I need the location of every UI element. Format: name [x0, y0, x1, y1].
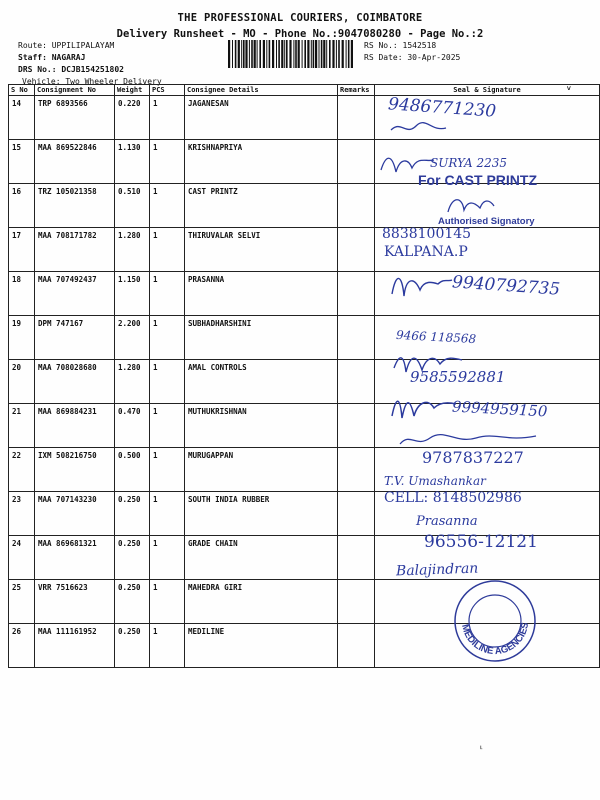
cell-remarks — [338, 184, 375, 228]
col-pcs-header: PCS — [150, 85, 185, 96]
cell-remarks — [338, 536, 375, 580]
document-subtitle: Delivery Runsheet - MO - Phone No.:9047080280 - Page No.:2 — [116, 28, 484, 40]
table-row — [9, 316, 600, 360]
handwriting-r18a: KALPANA.P — [384, 244, 468, 260]
cell-consignee: THIRUVALAR SELVI — [185, 228, 338, 272]
cell-consignee: KRISHNAPRIYA — [185, 140, 338, 184]
cell-remarks — [338, 624, 375, 668]
cell-pcs: 1 — [150, 96, 185, 140]
document-title: THE PROFESSIONAL COURIERS, COIMBATORE — [177, 12, 423, 24]
handwriting-r23b: CELL: 8148502986 — [384, 490, 522, 506]
cell-remarks — [338, 580, 375, 624]
cell-pcs: 1 — [150, 536, 185, 580]
cell-sno: 19 — [9, 316, 35, 360]
cell-pcs: 1 — [150, 316, 185, 360]
cell-consignee: JAGANESAN — [185, 96, 338, 140]
cell-consignee: MURUGAPPAN — [185, 448, 338, 492]
cell-sno: 25 — [9, 580, 35, 624]
cell-remarks — [338, 316, 375, 360]
cell-sno: 22 — [9, 448, 35, 492]
cell-remarks — [338, 492, 375, 536]
cell-weight: 0.470 — [115, 404, 150, 448]
handwriting-r21: 9994959150 — [451, 397, 548, 421]
cell-pcs: 1 — [150, 184, 185, 228]
handwriting-r19: 9466 118568 — [395, 327, 477, 347]
cell-consignee: GRADE CHAIN — [185, 536, 338, 580]
cell-weight: 1.150 — [115, 272, 150, 316]
cell-consignment-no: MAA 869884231 — [35, 404, 115, 448]
vehicle-label: Vehicle: Two Wheeler Delivery — [22, 77, 162, 86]
cell-remarks — [338, 448, 375, 492]
signature-scribble-r14 — [386, 118, 456, 138]
cell-consignee: CAST PRINTZ — [185, 184, 338, 228]
cell-weight: 0.500 — [115, 448, 150, 492]
cell-consignment-no: MAA 708171782 — [35, 228, 115, 272]
cell-consignee: SOUTH INDIA RUBBER — [185, 492, 338, 536]
handwriting-r14: 9486771230 — [387, 94, 497, 122]
route-label: Route: UPPILIPALAYAM — [18, 41, 115, 50]
cell-pcs: 1 — [150, 228, 185, 272]
cell-remarks — [338, 140, 375, 184]
col-sno-header: S No — [9, 85, 35, 96]
stamp-mediline-text: MEDILINE AGENCIES — [459, 621, 532, 658]
col-signature-header: Seal & Signature ˅ — [375, 85, 600, 96]
cell-consignment-no: TRZ 105021358 — [35, 184, 115, 228]
handwriting-r24b: 96556-12121 — [424, 532, 538, 552]
cell-remarks — [338, 360, 375, 404]
staff-label: Staff: NAGARAJ — [18, 53, 86, 62]
cell-pcs: 1 — [150, 448, 185, 492]
table-row — [9, 96, 600, 140]
barcode-icon — [228, 40, 353, 68]
handwriting-r15: SURYA 2235 — [430, 156, 508, 170]
cell-weight: 0.250 — [115, 492, 150, 536]
cell-consignee: SUBHADHARSHINI — [185, 316, 338, 360]
mediline-stamp — [450, 576, 540, 666]
cell-sno: 26 — [9, 624, 35, 668]
cell-sno: 24 — [9, 536, 35, 580]
cell-consignment-no: DPM 747167 — [35, 316, 115, 360]
handwriting-r24a: Prasanna — [416, 514, 478, 529]
col-consignment-header: Consignment No — [35, 85, 115, 96]
stamp-authorised-signatory: Authorised Signatory — [438, 216, 535, 227]
cell-sno: 21 — [9, 404, 35, 448]
cell-weight: 1.130 — [115, 140, 150, 184]
handwriting-r18b: 9940792735 — [451, 272, 561, 300]
handwriting-r23a: T.V. Umashankar — [384, 474, 486, 488]
cell-consignment-no: MAA 869522846 — [35, 140, 115, 184]
col-weight-header: Weight — [115, 85, 150, 96]
cell-pcs: 1 — [150, 140, 185, 184]
handwriting-r25: Balajindran — [395, 560, 479, 580]
handwriting-r20: 9585592881 — [410, 368, 506, 386]
cell-pcs: 1 — [150, 360, 185, 404]
cell-pcs: 1 — [150, 580, 185, 624]
rs-date: RS Date: 30-Apr-2025 — [364, 53, 461, 62]
cell-pcs: 1 — [150, 624, 185, 668]
cell-consignment-no: MAA 707143230 — [35, 492, 115, 536]
meta-right — [364, 40, 460, 64]
signature-scribble-r21 — [388, 392, 460, 422]
cell-remarks — [338, 272, 375, 316]
stamp-cast-printz: For CAST PRINTZ — [418, 172, 537, 188]
cell-sno: 14 — [9, 96, 35, 140]
cell-sno: 20 — [9, 360, 35, 404]
handwriting-r22: 9787837227 — [422, 448, 524, 467]
handwriting-r17: 8838100145 — [382, 226, 472, 242]
cell-consignee: PRASANNA — [185, 272, 338, 316]
col-consignee-header: Consignee Details — [185, 85, 338, 96]
footer-mark: ⸤ — [478, 740, 485, 751]
cell-consignment-no: MAA 707492437 — [35, 272, 115, 316]
cell-consignee: MUTHUKRISHNAN — [185, 404, 338, 448]
table-row — [9, 228, 600, 272]
drs-label: DRS No.: DCJB154251802 — [18, 65, 124, 74]
cell-pcs: 1 — [150, 272, 185, 316]
signature-scribble-r18 — [386, 270, 456, 302]
cell-consignee: MEDILINE — [185, 624, 338, 668]
cell-weight: 0.250 — [115, 536, 150, 580]
cell-consignee: MAHEDRA GIRI — [185, 580, 338, 624]
cell-sno: 18 — [9, 272, 35, 316]
cell-consignment-no: MAA 869681321 — [35, 536, 115, 580]
cell-remarks — [338, 228, 375, 272]
cell-weight: 1.280 — [115, 228, 150, 272]
cell-weight: 0.220 — [115, 96, 150, 140]
cell-weight: 1.280 — [115, 360, 150, 404]
col-remarks-header: Remarks — [338, 85, 375, 96]
cell-consignee: AMAL CONTROLS — [185, 360, 338, 404]
cell-weight: 0.250 — [115, 580, 150, 624]
cell-consignment-no: TRP 6893566 — [35, 96, 115, 140]
signature-scribble-r22 — [396, 430, 546, 450]
cell-sno: 15 — [9, 140, 35, 184]
cell-remarks — [338, 404, 375, 448]
cell-weight: 0.250 — [115, 624, 150, 668]
cell-sno: 23 — [9, 492, 35, 536]
cell-consignment-no: MAA 708028680 — [35, 360, 115, 404]
cell-consignment-no: MAA 111161952 — [35, 624, 115, 668]
cell-weight: 2.200 — [115, 316, 150, 360]
table-row — [9, 360, 600, 404]
cell-pcs: 1 — [150, 404, 185, 448]
cell-consignment-no: VRR 7516623 — [35, 580, 115, 624]
meta-left — [18, 40, 162, 88]
cell-sno: 16 — [9, 184, 35, 228]
table-header-row — [9, 85, 600, 96]
rs-number: RS No.: 1542518 — [364, 41, 437, 50]
cell-sno: 17 — [9, 228, 35, 272]
cell-remarks — [338, 96, 375, 140]
cell-pcs: 1 — [150, 492, 185, 536]
cell-weight: 0.510 — [115, 184, 150, 228]
cell-consignment-no: IXM 508216750 — [35, 448, 115, 492]
